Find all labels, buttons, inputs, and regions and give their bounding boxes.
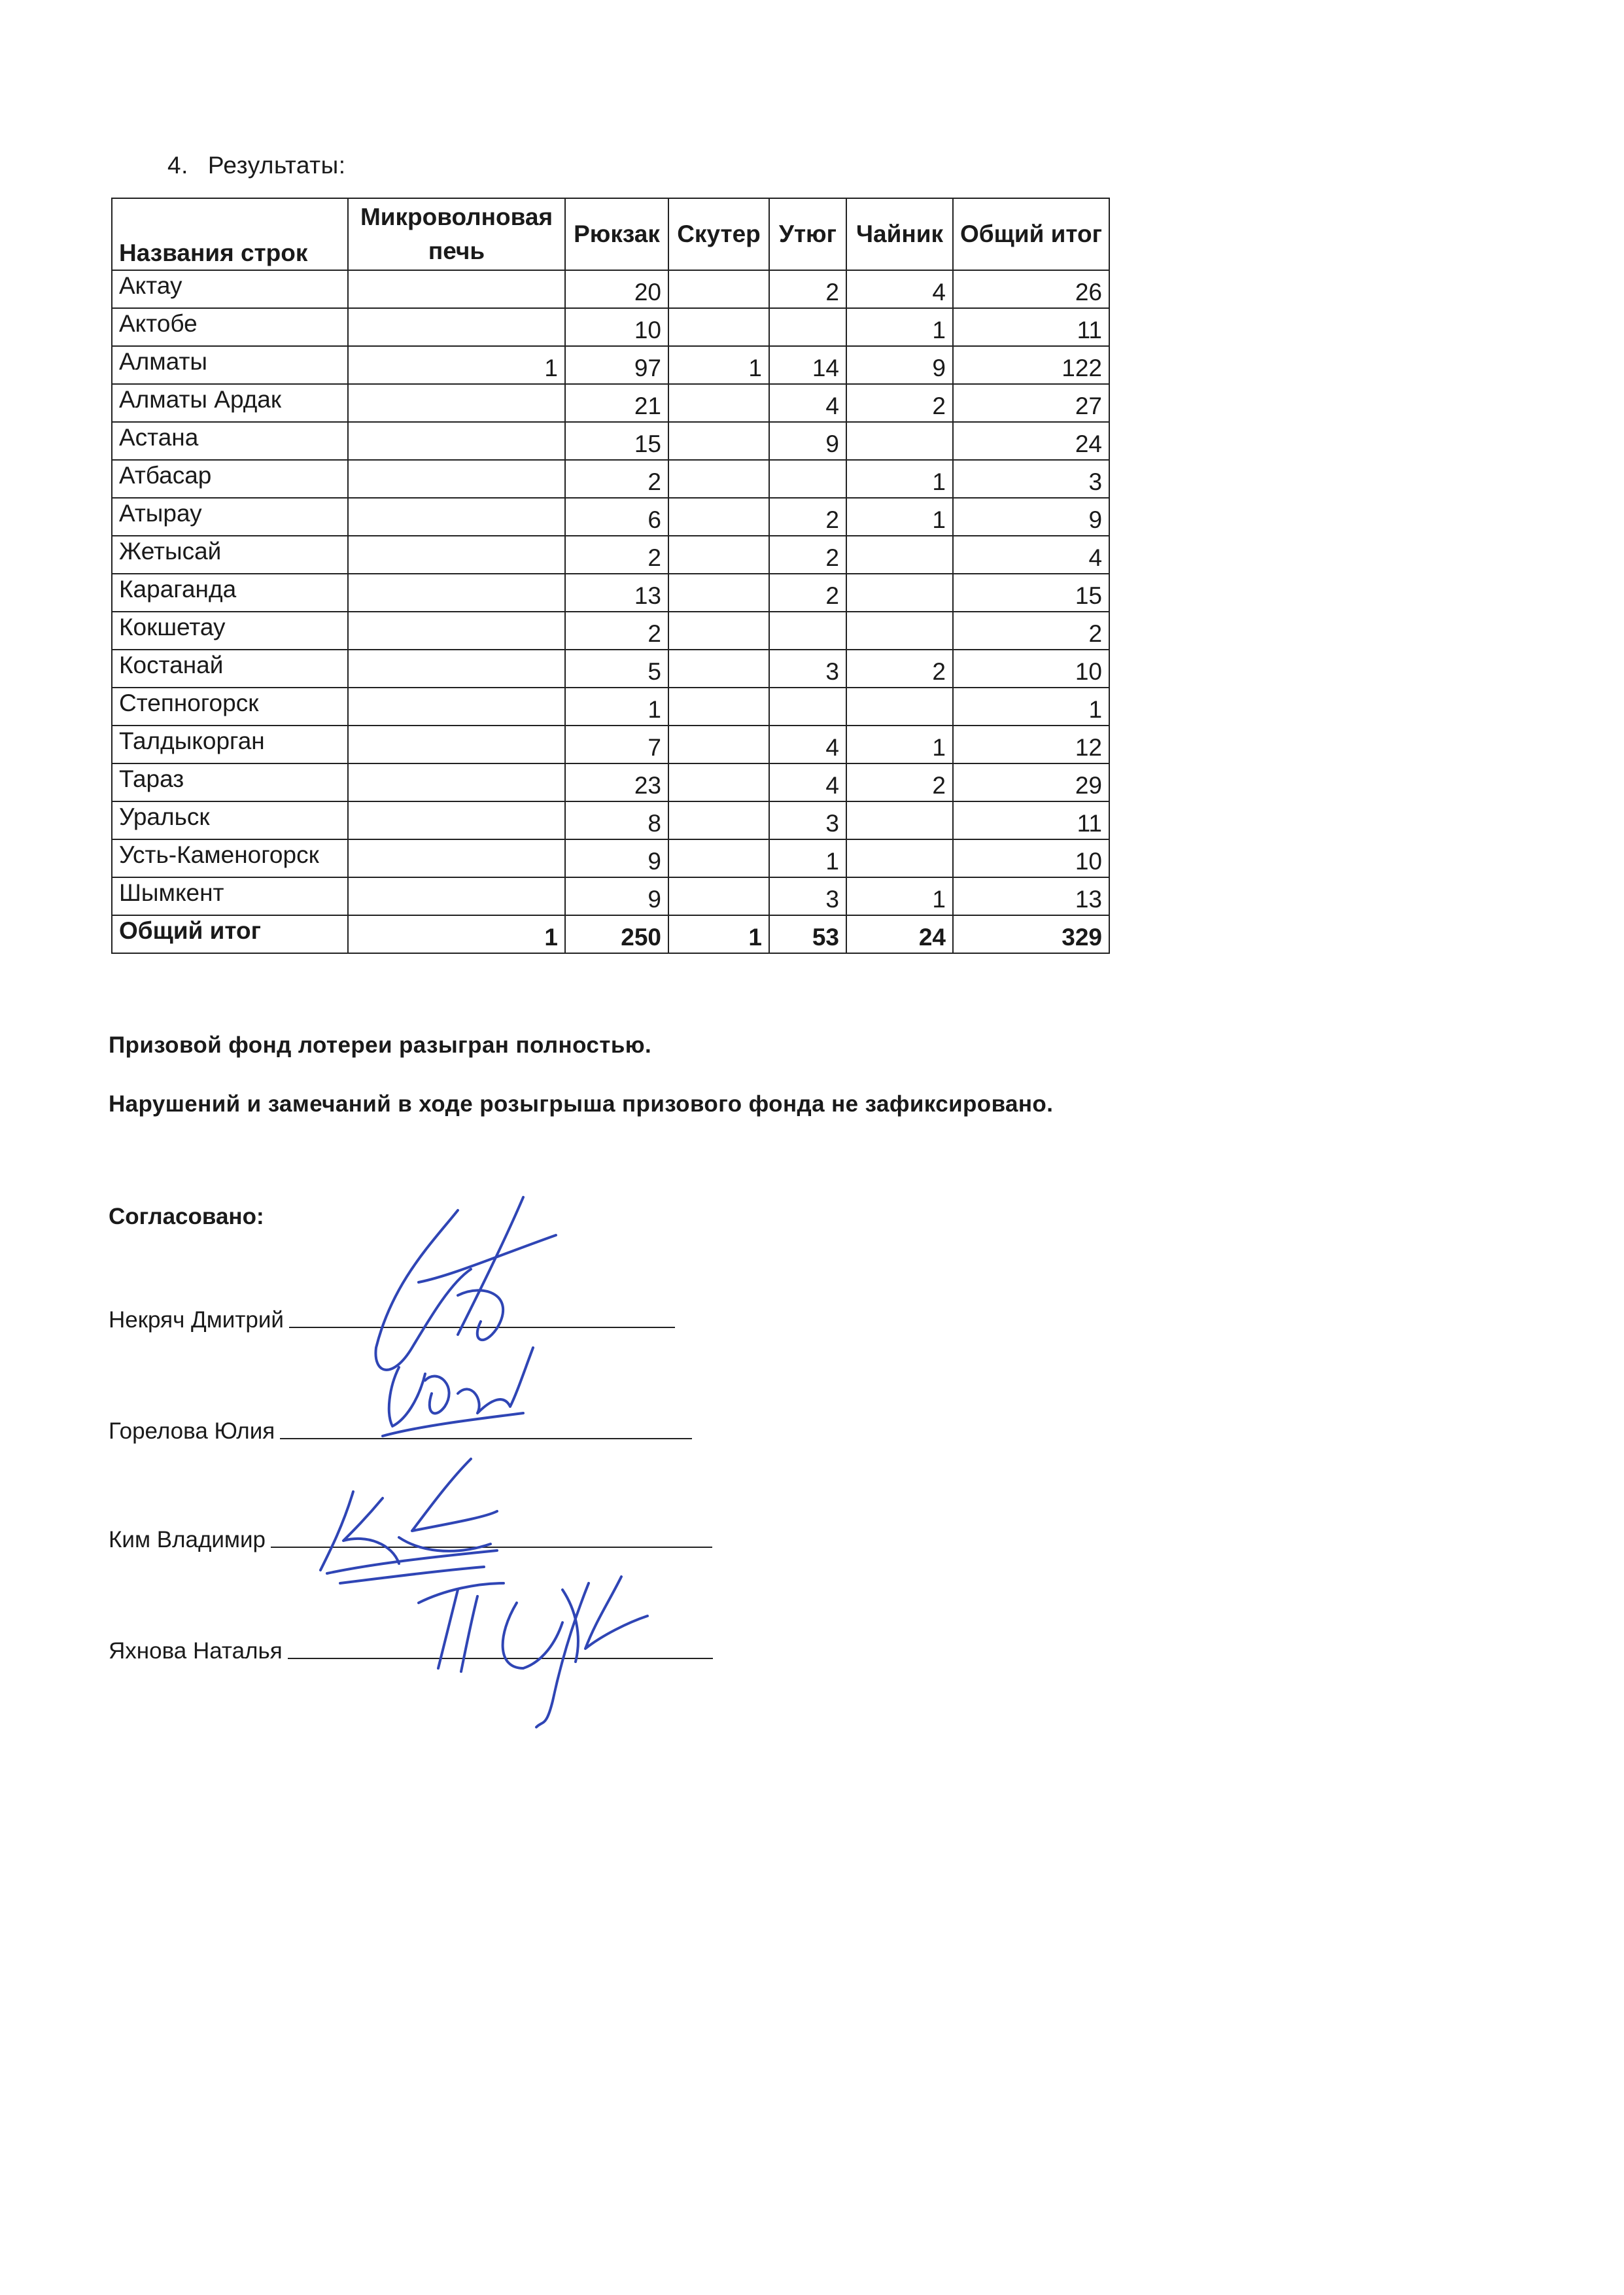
section-number: 4. bbox=[167, 152, 188, 179]
cell-city: Костанай bbox=[112, 650, 348, 688]
cell-kettle: 1 bbox=[846, 498, 953, 536]
cell-iron: 3 bbox=[769, 801, 846, 839]
cell-grand-total: 11 bbox=[953, 801, 1109, 839]
cell-city: Атырау bbox=[112, 498, 348, 536]
cell-iron: 2 bbox=[769, 498, 846, 536]
cell-iron: 4 bbox=[769, 726, 846, 763]
cell-iron: 2 bbox=[769, 270, 846, 308]
cell-kettle: 1 bbox=[846, 726, 953, 763]
cell-city: Шымкент bbox=[112, 877, 348, 915]
cell-grand-total: 10 bbox=[953, 839, 1109, 877]
cell-backpack: 15 bbox=[565, 422, 668, 460]
cell-backpack: 7 bbox=[565, 726, 668, 763]
total-backpack: 250 bbox=[565, 915, 668, 953]
cell-grand-total: 1 bbox=[953, 688, 1109, 726]
cell-iron: 3 bbox=[769, 650, 846, 688]
cell-city: Астана bbox=[112, 422, 348, 460]
cell-city: Жетысай bbox=[112, 536, 348, 574]
cell-kettle: 2 bbox=[846, 763, 953, 801]
signature-nekryach bbox=[375, 1197, 556, 1370]
header-microwave: Микроволновая печь bbox=[348, 198, 565, 270]
cell-grand-total: 9 bbox=[953, 498, 1109, 536]
cell-backpack: 2 bbox=[565, 460, 668, 498]
cell-backpack: 21 bbox=[565, 384, 668, 422]
cell-iron: 2 bbox=[769, 574, 846, 612]
total-microwave: 1 bbox=[348, 915, 565, 953]
violations-note: Нарушений и замечаний в ходе розыгрыша призового фонда не зафиксировано. bbox=[109, 1091, 1054, 1117]
section-title: Результаты: bbox=[207, 152, 346, 179]
header-kettle: Чайник bbox=[846, 198, 953, 270]
cell-iron: 4 bbox=[769, 384, 846, 422]
cell-iron: 3 bbox=[769, 877, 846, 915]
cell-grand-total: 11 bbox=[953, 308, 1109, 346]
cell-iron: 14 bbox=[769, 346, 846, 384]
cell-iron: 1 bbox=[769, 839, 846, 877]
cell-grand-total: 4 bbox=[953, 536, 1109, 574]
cell-backpack: 10 bbox=[565, 308, 668, 346]
cell-city: Алматы bbox=[112, 346, 348, 384]
cell-kettle: 1 bbox=[846, 877, 953, 915]
total-kettle: 24 bbox=[846, 915, 953, 953]
cell-backpack: 8 bbox=[565, 801, 668, 839]
signature-yakhnova bbox=[419, 1577, 648, 1727]
signatory-name: Горелова Юлия bbox=[109, 1418, 275, 1444]
cell-backpack: 6 bbox=[565, 498, 668, 536]
cell-backpack: 1 bbox=[565, 688, 668, 726]
cell-kettle: 2 bbox=[846, 650, 953, 688]
cell-city: Алматы Ардак bbox=[112, 384, 348, 422]
cell-kettle: 2 bbox=[846, 384, 953, 422]
header-iron: Утюг bbox=[769, 198, 846, 270]
cell-backpack: 2 bbox=[565, 612, 668, 650]
cell-city: Талдыкорган bbox=[112, 726, 348, 763]
cell-city: Актобе bbox=[112, 308, 348, 346]
cell-iron: 9 bbox=[769, 422, 846, 460]
cell-backpack: 23 bbox=[565, 763, 668, 801]
cell-backpack: 9 bbox=[565, 839, 668, 877]
cell-iron: 4 bbox=[769, 763, 846, 801]
cell-iron: 2 bbox=[769, 536, 846, 574]
cell-grand-total: 13 bbox=[953, 877, 1109, 915]
header-backpack: Рюкзак bbox=[565, 198, 668, 270]
cell-backpack: 20 bbox=[565, 270, 668, 308]
cell-grand-total: 10 bbox=[953, 650, 1109, 688]
cell-backpack: 5 bbox=[565, 650, 668, 688]
cell-city: Степногорск bbox=[112, 688, 348, 726]
cell-grand-total: 15 bbox=[953, 574, 1109, 612]
cell-grand-total: 27 bbox=[953, 384, 1109, 422]
cell-grand-total: 12 bbox=[953, 726, 1109, 763]
agreed-label: Согласовано: bbox=[109, 1204, 264, 1229]
total-scooter: 1 bbox=[668, 915, 769, 953]
cell-microwave: 1 bbox=[348, 346, 565, 384]
cell-grand-total: 29 bbox=[953, 763, 1109, 801]
signature-gorelova bbox=[383, 1348, 533, 1436]
header-scooter: Скутер bbox=[668, 198, 769, 270]
signatory-name: Некряч Дмитрий bbox=[109, 1307, 284, 1333]
cell-backpack: 13 bbox=[565, 574, 668, 612]
cell-city: Атбасар bbox=[112, 460, 348, 498]
cell-backpack: 9 bbox=[565, 877, 668, 915]
signature-kim bbox=[320, 1459, 497, 1583]
cell-city: Тараз bbox=[112, 763, 348, 801]
cell-city: Кокшетау bbox=[112, 612, 348, 650]
signatory-name: Ким Владимир bbox=[109, 1527, 266, 1552]
cell-kettle: 9 bbox=[846, 346, 953, 384]
cell-city: Караганда bbox=[112, 574, 348, 612]
total-iron: 53 bbox=[769, 915, 846, 953]
cell-kettle: 4 bbox=[846, 270, 953, 308]
cell-city: Актау bbox=[112, 270, 348, 308]
prize-fund-note: Призовой фонд лотереи разыгран полностью. bbox=[109, 1032, 652, 1058]
cell-kettle: 1 bbox=[846, 460, 953, 498]
signatory-name: Яхнова Наталья bbox=[109, 1638, 283, 1664]
cell-grand-total: 26 bbox=[953, 270, 1109, 308]
cell-kettle: 1 bbox=[846, 308, 953, 346]
cell-grand-total: 2 bbox=[953, 612, 1109, 650]
cell-scooter: 1 bbox=[668, 346, 769, 384]
cell-grand-total: 122 bbox=[953, 346, 1109, 384]
header-grand-total: Общий итог bbox=[953, 198, 1109, 270]
total-grand-total: 329 bbox=[953, 915, 1109, 953]
cell-grand-total: 24 bbox=[953, 422, 1109, 460]
cell-grand-total: 3 bbox=[953, 460, 1109, 498]
cell-city: Усть-Каменогорск bbox=[112, 839, 348, 877]
total-label: Общий итог bbox=[112, 915, 348, 953]
cell-backpack: 97 bbox=[565, 346, 668, 384]
cell-city: Уральск bbox=[112, 801, 348, 839]
cell-backpack: 2 bbox=[565, 536, 668, 574]
header-row-names: Названия строк bbox=[112, 198, 348, 270]
